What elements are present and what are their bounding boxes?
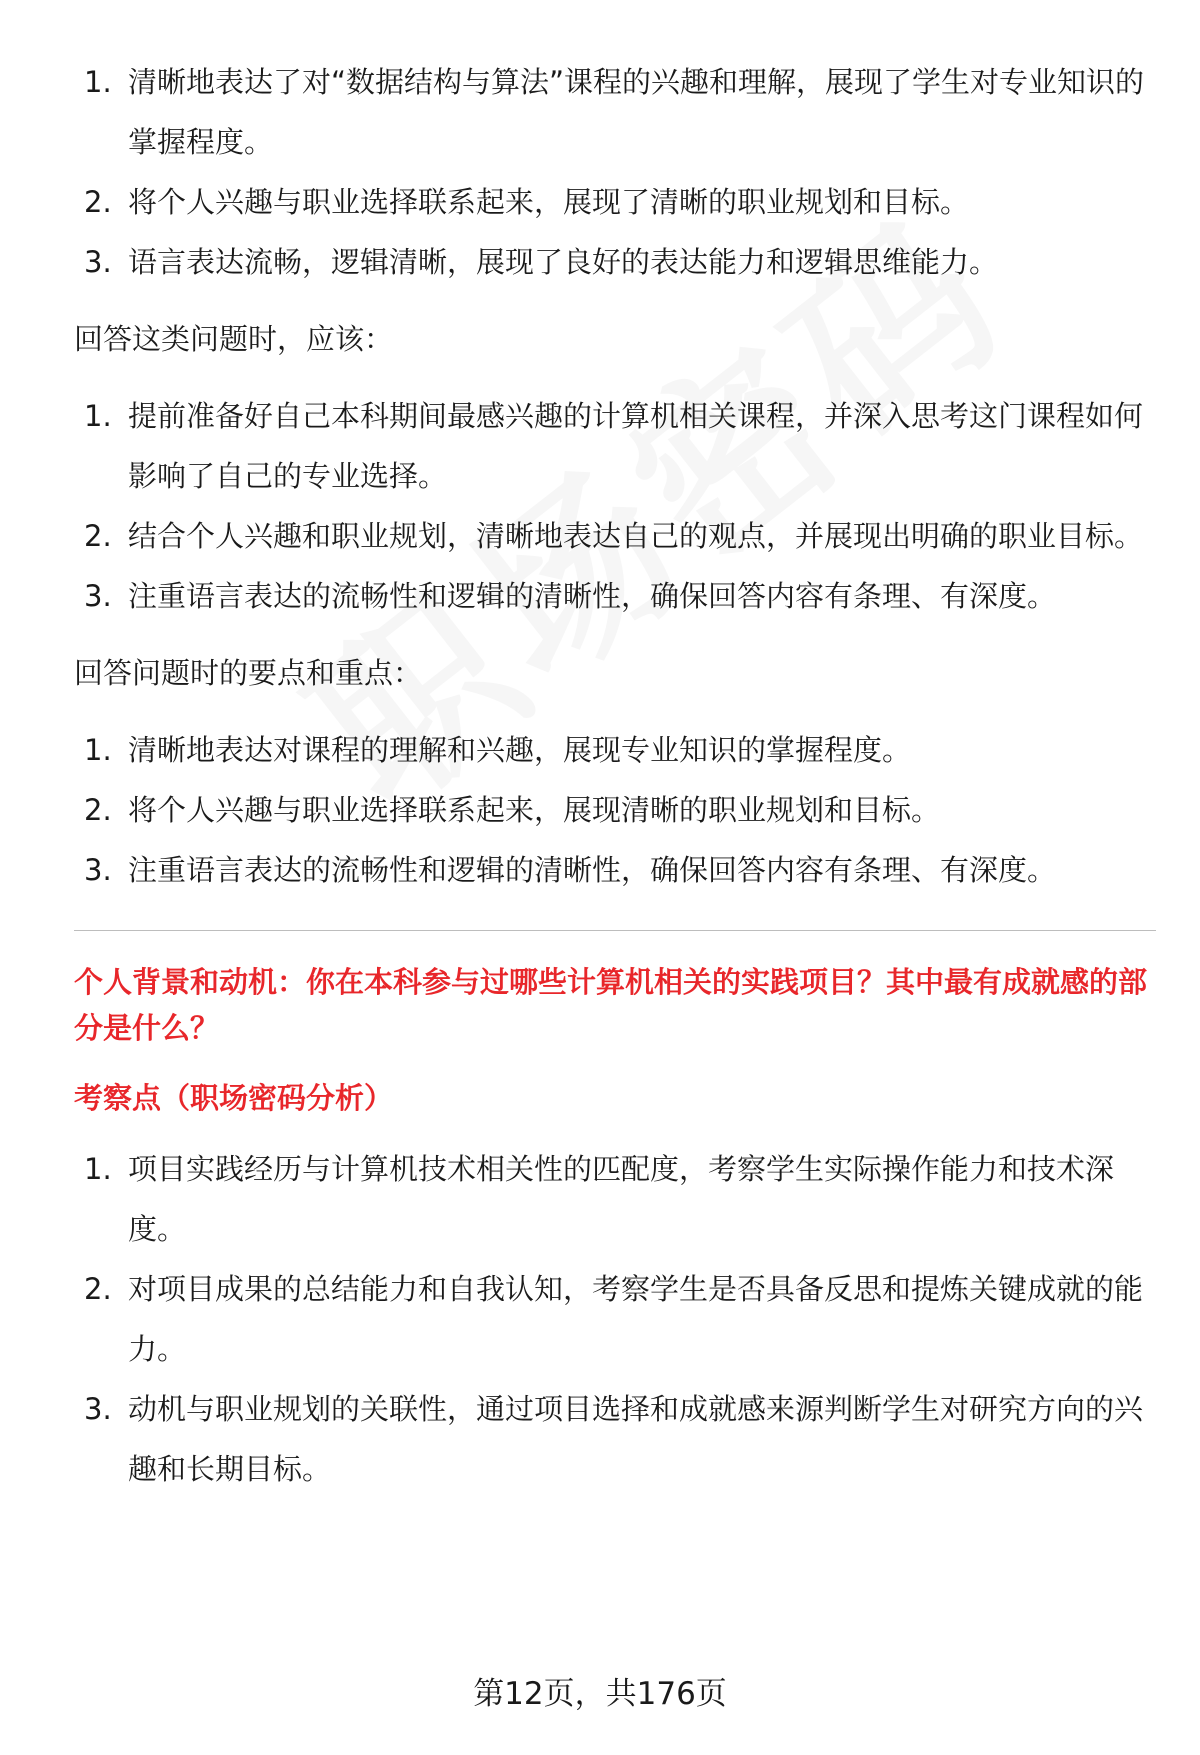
list-number: 3. — [84, 579, 112, 613]
list-text: 项目实践经历与计算机技术相关性的匹配度，考察学生实际操作能力和技术深度。 — [128, 1152, 1115, 1246]
list-text: 提前准备好自己本科期间最感兴趣的计算机相关课程，并深入思考这门课程如何影响了自己的专业选择。 — [128, 399, 1144, 493]
section-divider — [74, 930, 1156, 931]
list-item — [74, 840, 1156, 900]
list-item — [74, 1139, 1156, 1259]
section-intro: 回答问题时的要点和重点： — [74, 656, 423, 690]
question-title: 个人背景和动机：你在本科参与过哪些计算机相关的实践项目？其中最有成就感的部分是什么？ — [74, 965, 1148, 1045]
list-question-points — [74, 1139, 1156, 1499]
list-number: 1. — [84, 1152, 112, 1186]
list-text: 语言表达流畅，逻辑清晰，展现了良好的表达能力和逻辑思维能力。 — [128, 245, 999, 279]
list-section-1 — [74, 52, 1156, 292]
list-section-3 — [74, 720, 1156, 900]
list-number: 3. — [84, 1392, 112, 1426]
list-number: 1. — [84, 65, 112, 99]
list-item — [74, 1379, 1156, 1499]
list-number: 2. — [84, 519, 112, 553]
list-number: 2. — [84, 185, 112, 219]
list-item — [74, 172, 1156, 232]
list-item — [74, 1259, 1156, 1379]
list-item — [74, 566, 1156, 626]
page-footer: 第12页，共176页 — [473, 1676, 727, 1712]
list-number: 2. — [84, 1272, 112, 1306]
list-section-2 — [74, 386, 1156, 626]
list-item — [74, 232, 1156, 292]
document-page — [74, 0, 1156, 1499]
question-subtitle: 考察点（职场密码分析） — [74, 1081, 394, 1115]
list-text: 清晰地表达了对“数据结构与算法”课程的兴趣和理解，展现了学生对专业知识的掌握程度。 — [128, 65, 1145, 159]
list-text: 将个人兴趣与职业选择联系起来，展现了清晰的职业规划和目标。 — [128, 185, 970, 219]
list-item — [74, 780, 1156, 840]
list-number: 2. — [84, 793, 112, 827]
list-text: 注重语言表达的流畅性和逻辑的清晰性，确保回答内容有条理、有深度。 — [128, 579, 1057, 613]
list-text: 注重语言表达的流畅性和逻辑的清晰性，确保回答内容有条理、有深度。 — [128, 853, 1057, 887]
section-intro: 回答这类问题时，应该： — [74, 322, 394, 356]
list-item — [74, 506, 1156, 566]
list-item — [74, 720, 1156, 780]
list-text: 对项目成果的总结能力和自我认知，考察学生是否具备反思和提炼关键成就的能力。 — [128, 1272, 1144, 1366]
list-number: 3. — [84, 853, 112, 887]
list-number: 1. — [84, 399, 112, 433]
list-text: 动机与职业规划的关联性，通过项目选择和成就感来源判断学生对研究方向的兴趣和长期目标。 — [128, 1392, 1144, 1486]
list-number: 3. — [84, 245, 112, 279]
list-text: 清晰地表达对课程的理解和兴趣，展现专业知识的掌握程度。 — [128, 733, 912, 767]
list-number: 1. — [84, 733, 112, 767]
list-text: 结合个人兴趣和职业规划，清晰地表达自己的观点，并展现出明确的职业目标。 — [128, 519, 1144, 553]
list-text: 将个人兴趣与职业选择联系起来，展现清晰的职业规划和目标。 — [128, 793, 941, 827]
list-item — [74, 386, 1156, 506]
list-item — [74, 52, 1156, 172]
